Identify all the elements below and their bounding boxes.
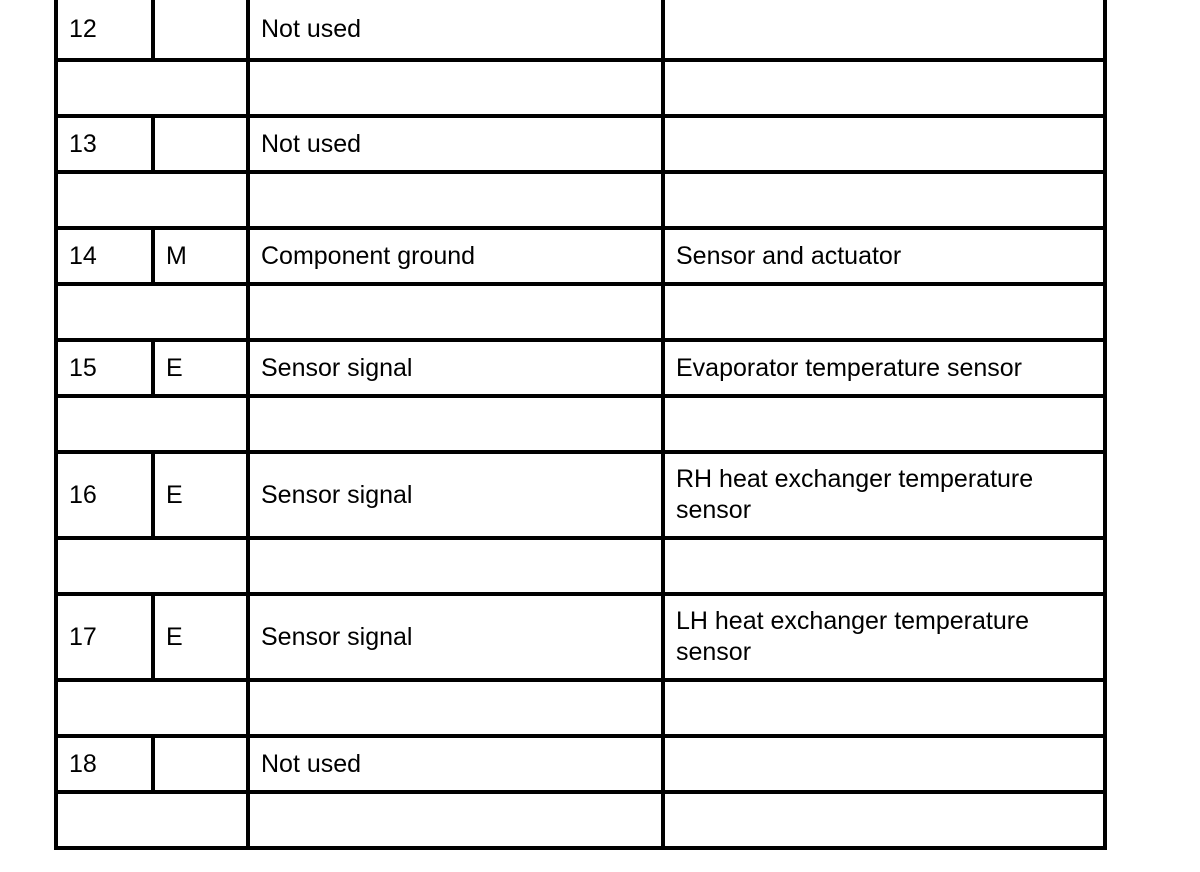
spacer-row: [56, 680, 1105, 736]
empty-cell: [248, 396, 663, 452]
empty-cell: [248, 60, 663, 116]
empty-cell: [663, 172, 1105, 228]
pin-function: Sensor signal: [248, 452, 663, 538]
connected-component: RH heat exchanger temperature sensor: [663, 452, 1105, 538]
empty-cell: [248, 284, 663, 340]
empty-cell: [56, 396, 248, 452]
pin-function: Not used: [248, 116, 663, 172]
empty-cell: [663, 680, 1105, 736]
table-row: [56, 736, 1105, 792]
table-row: [56, 340, 1105, 396]
pin-number: 18: [56, 736, 153, 792]
spacer-row: [56, 792, 1105, 848]
table-row: [56, 116, 1105, 172]
empty-cell: [56, 284, 248, 340]
spacer-row: [56, 396, 1105, 452]
pin-number: 17: [56, 594, 153, 680]
empty-cell: [663, 792, 1105, 848]
pin-function: Sensor signal: [248, 594, 663, 680]
signal-code: E: [153, 340, 248, 396]
pin-number: 12: [56, 0, 153, 60]
spacer-row: [56, 60, 1105, 116]
pin-function: Component ground: [248, 228, 663, 284]
table-row: [56, 452, 1105, 538]
pin-function: Not used: [248, 0, 663, 60]
connected-component: LH heat exchanger temperature sensor: [663, 594, 1105, 680]
signal-code: E: [153, 452, 248, 538]
empty-cell: [248, 792, 663, 848]
signal-code: [153, 0, 248, 60]
empty-cell: [663, 538, 1105, 594]
empty-cell: [56, 680, 248, 736]
empty-cell: [663, 60, 1105, 116]
connected-component: [663, 116, 1105, 172]
pin-number: 15: [56, 340, 153, 396]
empty-cell: [248, 680, 663, 736]
connected-component: [663, 0, 1105, 60]
table-row: [56, 228, 1105, 284]
table-row: [56, 594, 1105, 680]
pin-number: 14: [56, 228, 153, 284]
spacer-row: [56, 538, 1105, 594]
spacer-row: [56, 172, 1105, 228]
signal-code: [153, 736, 248, 792]
empty-cell: [56, 60, 248, 116]
empty-cell: [248, 172, 663, 228]
connected-component: [663, 736, 1105, 792]
empty-cell: [663, 396, 1105, 452]
connected-component: Evaporator temperature sensor: [663, 340, 1105, 396]
connected-component: Sensor and actuator: [663, 228, 1105, 284]
signal-code: [153, 116, 248, 172]
empty-cell: [56, 538, 248, 594]
empty-cell: [248, 538, 663, 594]
spacer-row: [56, 284, 1105, 340]
empty-cell: [56, 792, 248, 848]
pin-number: 13: [56, 116, 153, 172]
empty-cell: [56, 172, 248, 228]
pin-function: Sensor signal: [248, 340, 663, 396]
pin-function: Not used: [248, 736, 663, 792]
pin-assignment-table: [54, 0, 1107, 850]
signal-code: E: [153, 594, 248, 680]
empty-cell: [663, 284, 1105, 340]
pin-number: 16: [56, 452, 153, 538]
signal-code: M: [153, 228, 248, 284]
table-row: [56, 0, 1105, 60]
